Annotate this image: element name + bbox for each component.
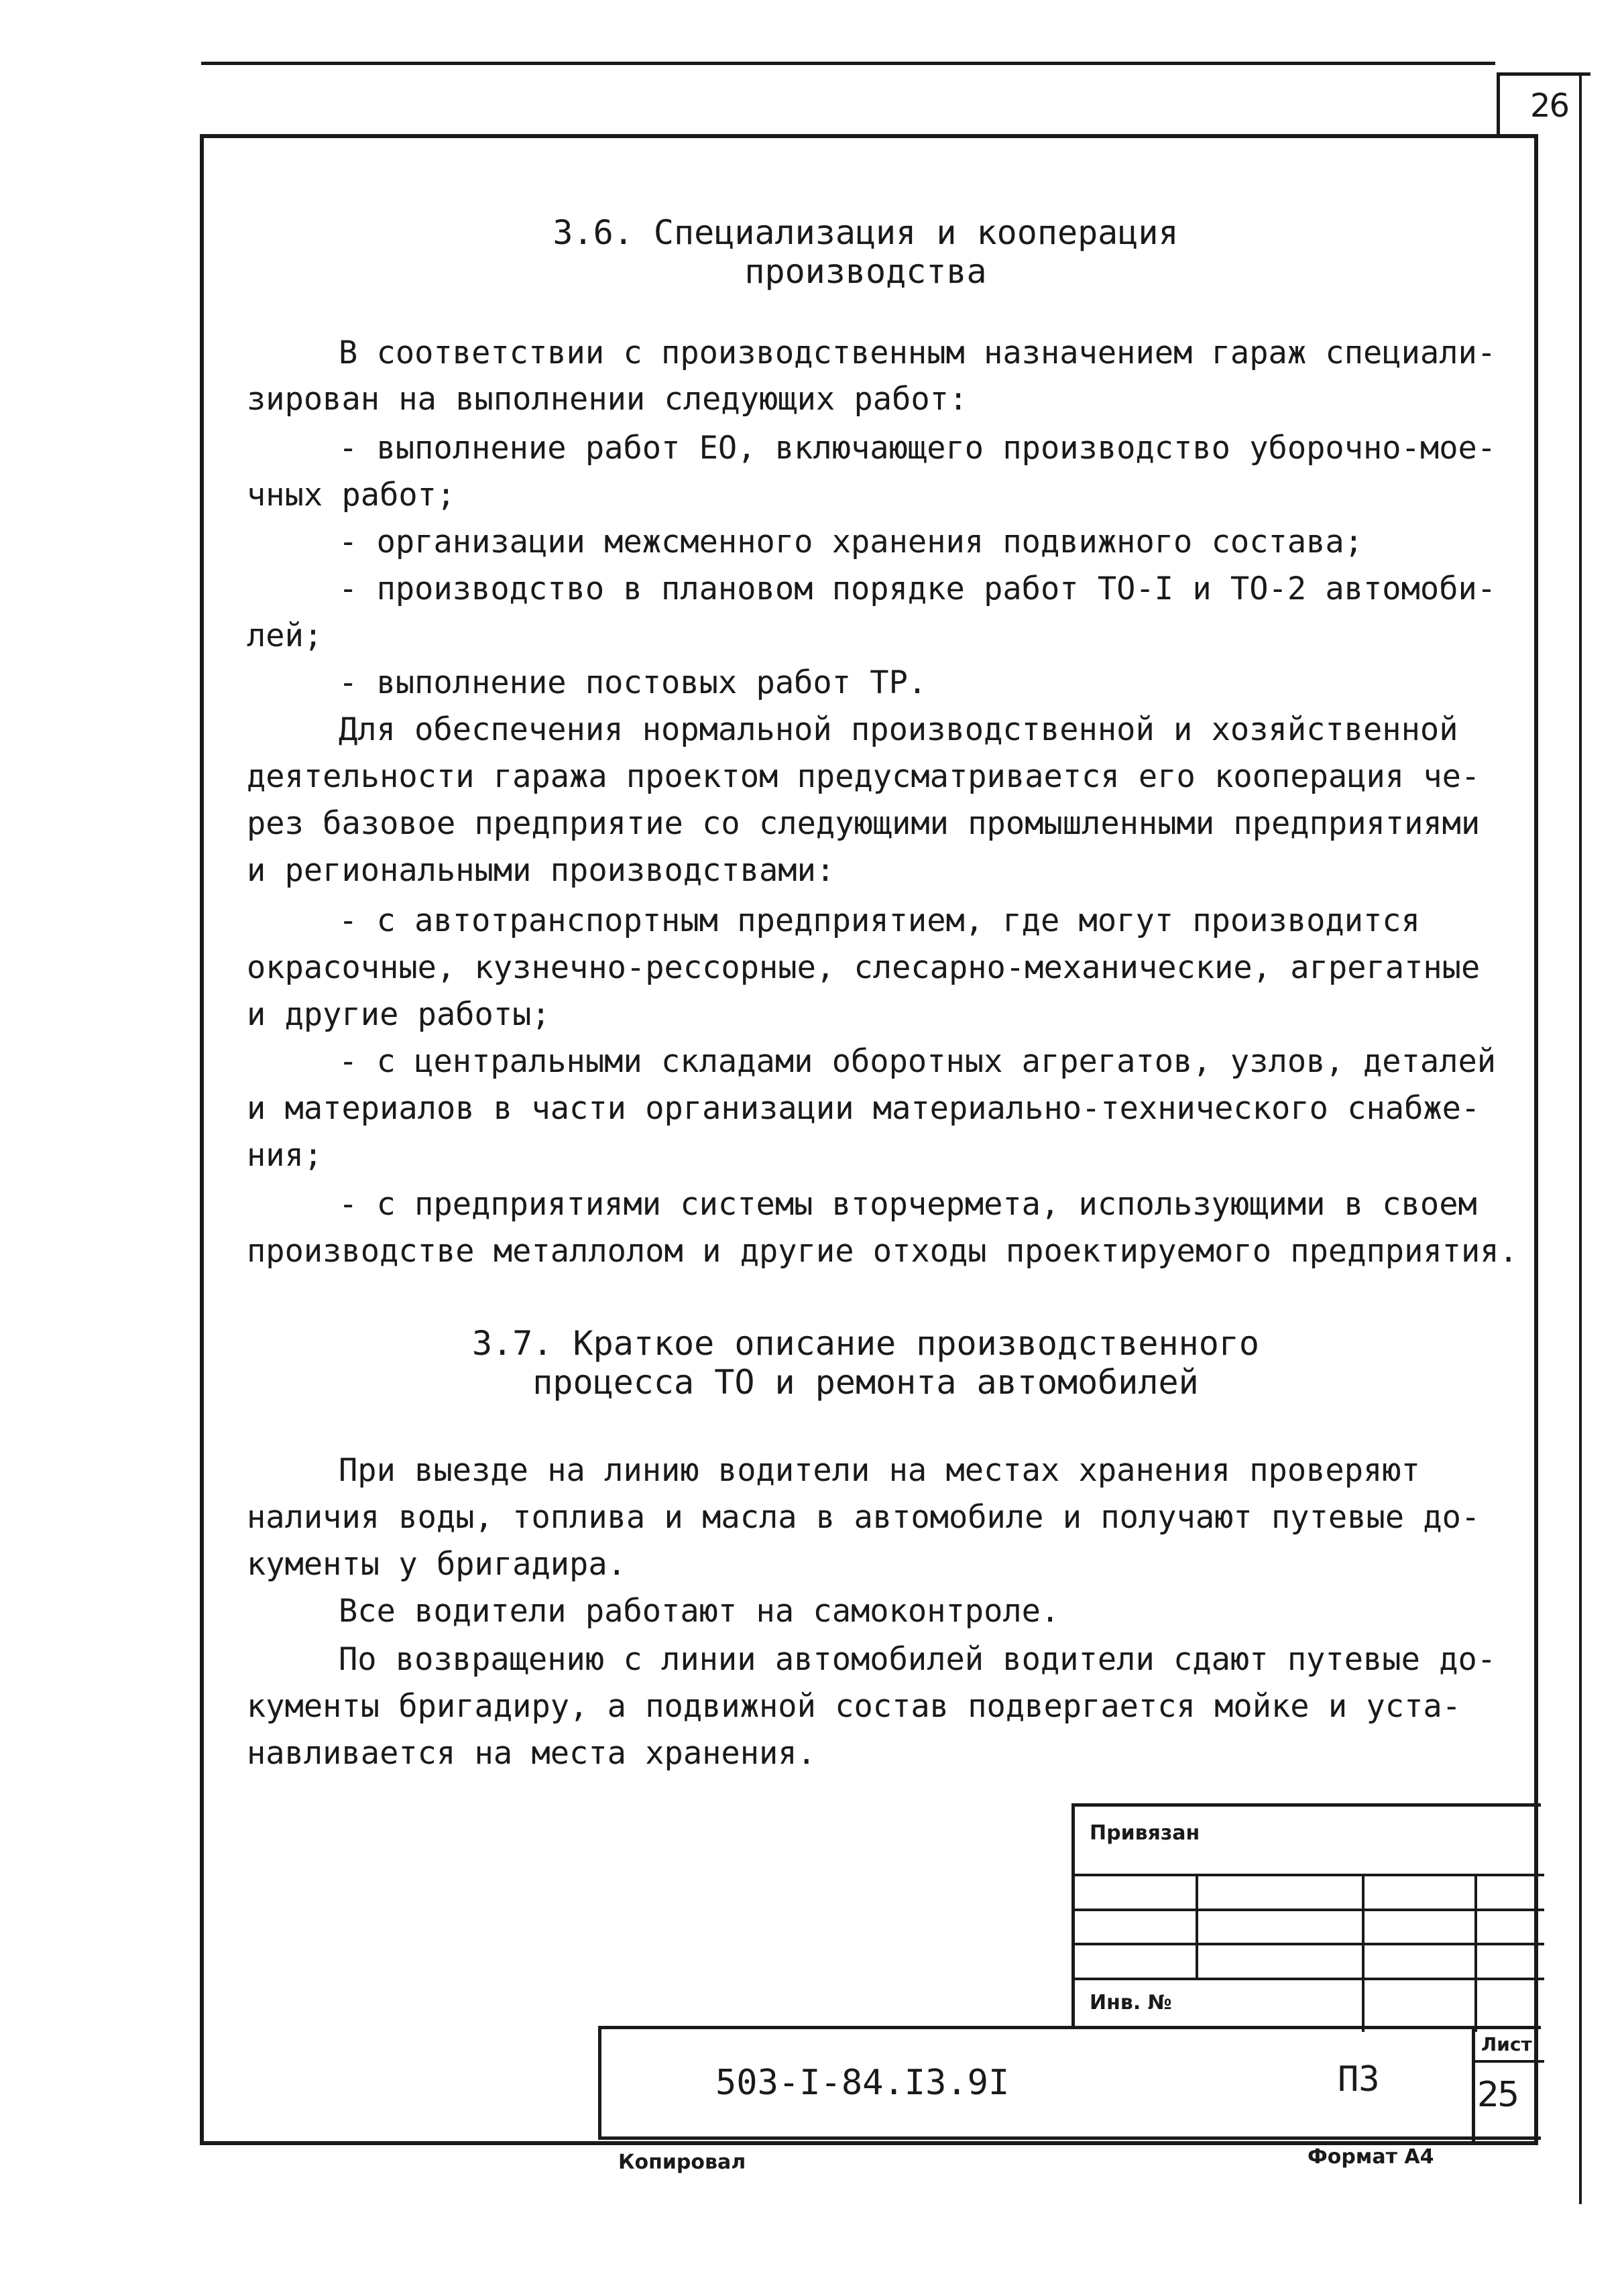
body-line: - с центральными складами оборотных агрегатов, узлов, деталей xyxy=(339,1043,1497,1080)
body-line: окрасочные, кузнечно-рессорные, слесарно-механические, агрегатные xyxy=(247,949,1481,986)
section-3-7-title-line1: 3.7. Краткое описание производственного xyxy=(472,1324,1259,1363)
section-3-6-title-line2: производства xyxy=(744,252,987,291)
sheet-number: 25 xyxy=(1477,2075,1518,2115)
document-code: 503-I-84.I3.9I xyxy=(715,2063,1010,2103)
section-3-6-heading xyxy=(0,213,1624,291)
page-number: 26 xyxy=(1530,87,1569,125)
body-line: Для обеспечения нормальной производственной и хозяйственной xyxy=(339,711,1458,748)
title-block-stamp xyxy=(1071,1803,1541,2029)
sheet-label: Лист xyxy=(1481,2033,1532,2055)
body-line: навливается на места хранения. xyxy=(247,1735,816,1772)
privyazan-label: Привязан xyxy=(1090,1821,1200,1845)
title-block-main xyxy=(598,2026,1541,2140)
body-line: деятельности гаража проектом предусматривается его кооперация че- xyxy=(247,758,1481,795)
body-line: Все водители работают на самоконтроле. xyxy=(339,1593,1060,1630)
document-type: ПЗ xyxy=(1338,2059,1380,2100)
body-line: - организации межсменного хранения подвижного состава; xyxy=(339,524,1364,560)
stamp-grid-line xyxy=(1196,1874,1198,1980)
top-rule xyxy=(201,62,1495,65)
sheet-divider xyxy=(1472,2060,1544,2063)
right-edge-rule xyxy=(1579,72,1582,2204)
body-line: По возвращению с линии автомобилей водители сдают путевые до- xyxy=(339,1641,1497,1678)
body-line: чных работ; xyxy=(247,477,456,513)
stamp-grid-line xyxy=(1075,1978,1544,1980)
body-line: рез базовое предприятие со следующими промышленными предприятиями xyxy=(247,805,1481,842)
body-line: В соответствии с производственным назначением гараж специали- xyxy=(339,335,1497,371)
body-line: кументы бригадиру, а подвижной состав подвергается мойке и уста- xyxy=(247,1688,1461,1725)
body-line: ния; xyxy=(247,1137,323,1174)
body-line: - выполнение постовых работ ТР. xyxy=(339,664,927,701)
body-line: наличия воды, топлива и масла в автомобиле и получают путевые до- xyxy=(247,1499,1481,1536)
section-3-7-title-line2: процесса ТО и ремонта автомобилей xyxy=(532,1363,1199,1402)
body-line: - выполнение работ ЕО, включающего производство уборочно-мое- xyxy=(339,430,1497,467)
body-line: - производство в плановом порядке работ ТО-I и ТО-2 автомоби- xyxy=(339,570,1497,607)
body-line: При выезде на линию водители на местах хранения проверяют xyxy=(339,1452,1420,1489)
body-line: кументы у бригадира. xyxy=(247,1546,626,1583)
body-line: производстве металлолом и другие отходы проектируемого предприятия. xyxy=(247,1233,1518,1270)
body-line: и другие работы; xyxy=(247,996,550,1033)
stamp-grid-line xyxy=(1075,1943,1544,1945)
format-label: Формат А4 xyxy=(1308,2145,1434,2169)
section-3-6-title-line1: 3.6. Специализация и кооперация xyxy=(553,213,1179,252)
sheet-divider xyxy=(1472,2029,1475,2143)
section-3-7-heading xyxy=(0,1324,1624,1402)
body-line: - с автотранспортным предприятием, где могут производится xyxy=(339,902,1420,939)
copied-by-label: Копировал xyxy=(618,2151,746,2174)
body-line: и региональными производствами: xyxy=(247,852,835,889)
body-line: и материалов в части организации материально-технического снабже- xyxy=(247,1090,1481,1127)
body-line: зирован на выполнении следующих работ: xyxy=(247,381,968,418)
stamp-grid-line xyxy=(1362,1874,1365,2032)
stamp-grid-line xyxy=(1474,1874,1477,2032)
inv-no-label: Инв. № xyxy=(1090,1991,1172,2014)
body-line: - с предприятиями системы вторчермета, использующими в своем xyxy=(339,1186,1477,1223)
body-line: лей; xyxy=(247,617,323,654)
stamp-grid-line xyxy=(1075,1874,1544,1876)
stamp-grid-line xyxy=(1075,1909,1544,1911)
